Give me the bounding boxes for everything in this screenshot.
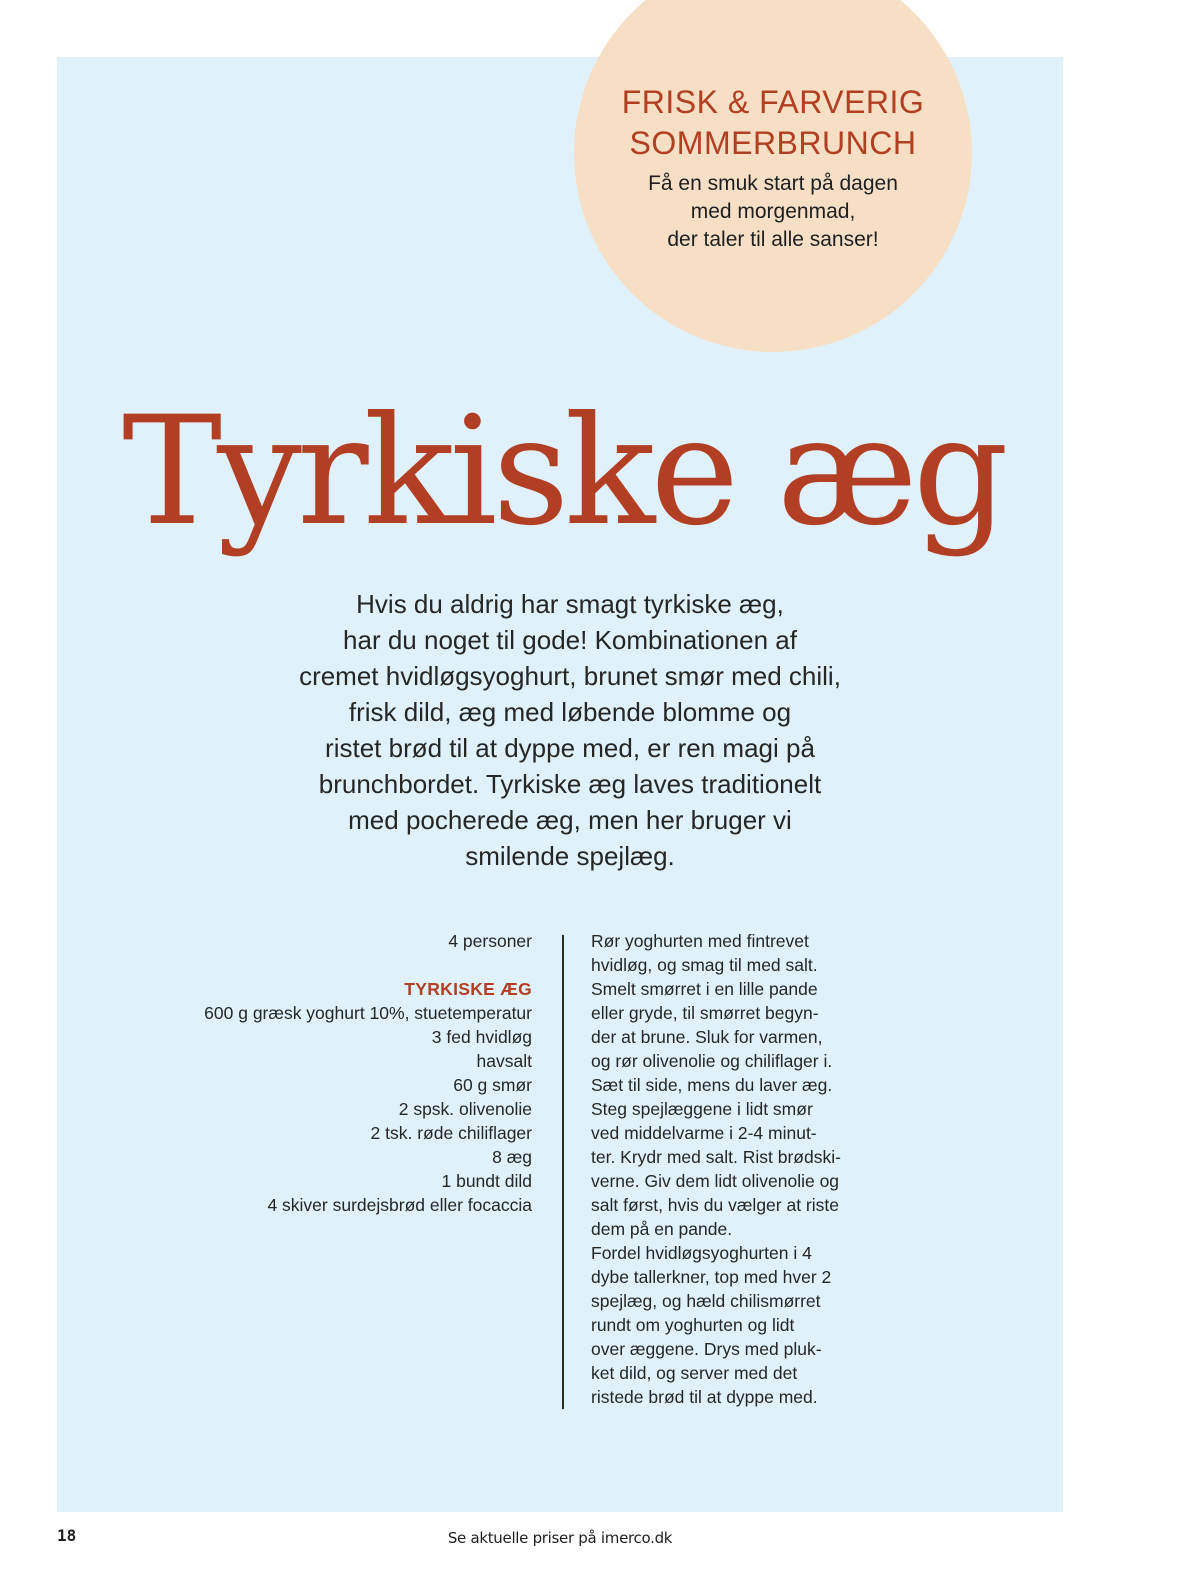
method-line: ristede brød til at dyppe med. <box>591 1387 818 1407</box>
method-line: der at brune. Sluk for varmen, <box>591 1027 823 1047</box>
method-line: eller gryde, til smørret begyn- <box>591 1003 819 1023</box>
method-line: ter. Krydr med salt. Rist brødski- <box>591 1147 841 1167</box>
method-line: dybe tallerkner, top med hver 2 <box>591 1267 832 1287</box>
badge-subtitle-line: Få en smuk start på dagen <box>648 172 898 195</box>
method-line: og rør olivenolie og chiliflager i. <box>591 1051 833 1071</box>
ingredient-item: 60 g smør <box>453 1075 532 1095</box>
column-divider <box>562 935 564 1409</box>
ingredient-list <box>110 1001 532 1217</box>
ingredient-item: havsalt <box>476 1051 532 1071</box>
page-title: Tyrkiske æg <box>122 385 1004 559</box>
badge-title <box>574 82 972 164</box>
method-line: Smelt smørret i en lille pande <box>591 979 818 999</box>
ingredient-item: 3 fed hvidløg <box>431 1027 532 1047</box>
badge-subtitle-line: der taler til alle sanser! <box>667 228 879 251</box>
intro-line: har du noget til gode! Kombinationen af <box>343 625 797 655</box>
recipe-section-title: TYRKISKE ÆG <box>404 979 532 999</box>
intro-line: ristet brød til at dyppe med, er ren magi på <box>325 733 815 763</box>
intro-line: brunchbordet. Tyrkiske æg laves traditionelt <box>318 769 822 799</box>
method-line: Steg spejlæggene i lidt smør <box>591 1099 813 1119</box>
method-line: hvidløg, og smag til med salt. <box>591 955 818 975</box>
ingredient-item: 8 æg <box>492 1147 532 1167</box>
method-line: salt først, hvis du vælger at riste <box>591 1195 839 1215</box>
method-line: verne. Giv dem lidt olivenolie og <box>591 1171 840 1191</box>
intro-line: smilende spejlæg. <box>465 841 675 871</box>
badge-title-line: FRISK & FARVERIG <box>621 84 925 120</box>
badge-subtitle <box>574 170 972 254</box>
method-line: over æggene. Drys med pluk- <box>591 1339 822 1359</box>
servings-label: 4 personer <box>448 931 532 951</box>
badge-title-line: SOMMERBRUNCH <box>629 125 917 161</box>
page-number: 18 <box>57 1526 77 1545</box>
intro-line: med pocherede æg, men her bruger vi <box>348 805 792 835</box>
badge-subtitle-line: med morgenmad, <box>690 200 856 223</box>
method-column <box>591 929 931 1409</box>
intro-line: frisk dild, æg med løbende blomme og <box>348 697 792 727</box>
intro-line: cremet hvidløgsyoghurt, brunet smør med chili, <box>299 661 841 691</box>
method-line: ved middelvarme i 2-4 minut- <box>591 1123 817 1143</box>
footer-link-text: Se aktuelle priser på imerco.dk <box>447 1529 673 1547</box>
intro-line: Hvis du aldrig har smagt tyrkiske æg, <box>356 589 784 619</box>
intro-paragraph <box>170 586 970 874</box>
method-line: Rør yoghurten med fintrevet <box>591 931 809 951</box>
method-line: Sæt til side, mens du laver æg. <box>591 1075 833 1095</box>
ingredient-item: 1 bundt dild <box>441 1171 532 1191</box>
ingredient-item: 600 g græsk yoghurt 10%, stuetemperatur <box>204 1003 532 1023</box>
ingredients-column <box>110 929 532 1217</box>
method-line: dem på en pande. <box>591 1219 733 1239</box>
ingredient-item: 2 spsk. olivenolie <box>398 1099 532 1119</box>
method-line: ket dild, og server med det <box>591 1363 798 1383</box>
method-line: Fordel hvidløgsyoghurten i 4 <box>591 1243 812 1263</box>
ingredient-item: 2 tsk. røde chiliflager <box>370 1123 532 1143</box>
ingredient-item: 4 skiver surdejsbrød eller focaccia <box>267 1195 532 1215</box>
method-line: rundt om yoghurten og lidt <box>591 1315 795 1335</box>
method-line: spejlæg, og hæld chilismørret <box>591 1291 821 1311</box>
